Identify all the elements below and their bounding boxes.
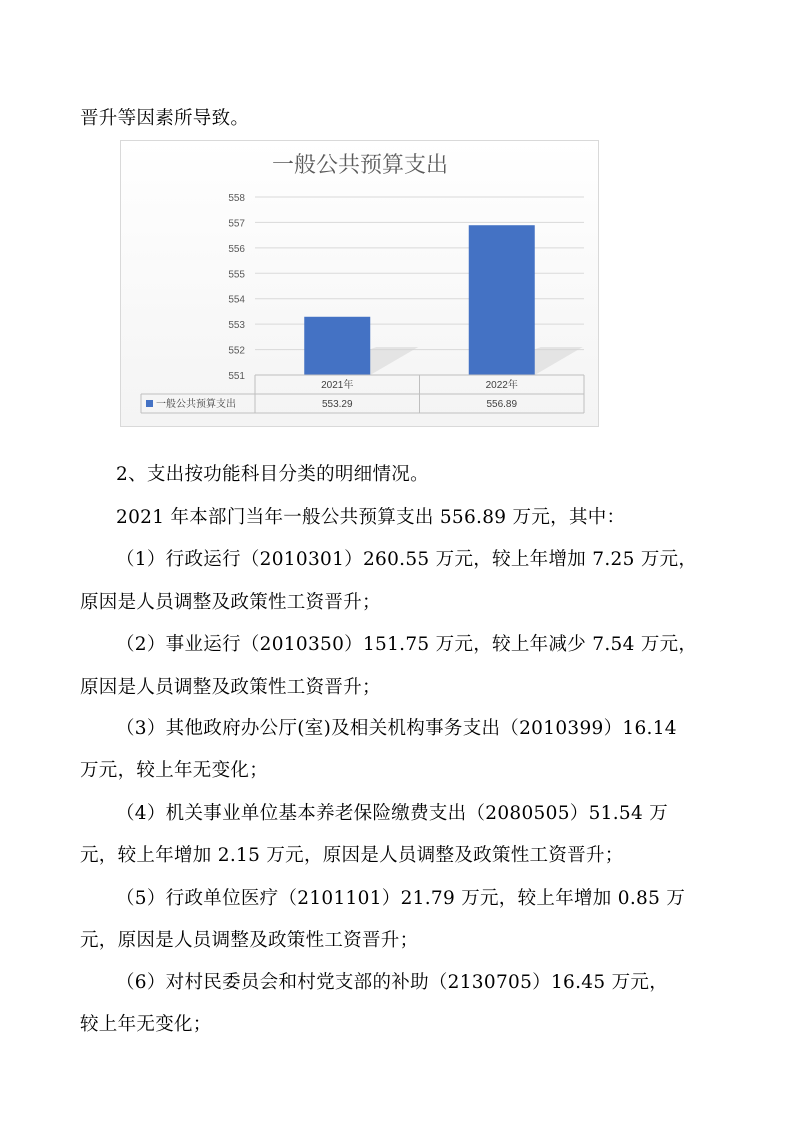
y-tick-label: 554 — [228, 294, 245, 306]
text-line: （5）行政单位医疗（2101101）21.79 万元，较上年增加 0.85 万 — [116, 888, 686, 909]
text-line: （3）其他政府办公厅(室)及相关机构事务支出（2010399）16.14 — [116, 718, 677, 739]
text-line: 原因是人员调整及政策性工资晋升； — [80, 677, 381, 698]
text-line: 万元，较上年无变化； — [80, 760, 269, 781]
text-line: 晋升等因素所导致。 — [80, 108, 250, 129]
text-line: 原因是人员调整及政策性工资晋升； — [80, 592, 381, 613]
legend-key — [146, 400, 153, 407]
chart-canvas — [121, 141, 600, 428]
y-tick-label: 558 — [228, 193, 245, 204]
text-line: 元，原因是人员调整及政策性工资晋升； — [80, 930, 419, 951]
text-line: 较上年无变化； — [80, 1014, 212, 1035]
text-line: （1）行政运行（2010301）260.55 万元，较上年增加 7.25 万元， — [116, 549, 698, 570]
x-category-label: 2021年 — [321, 380, 354, 391]
y-tick-label: 551 — [228, 371, 245, 382]
chart-title: 一般公共预算支出 — [271, 152, 449, 177]
data-label: 553.29 — [321, 399, 353, 410]
y-tick-label: 552 — [228, 345, 245, 357]
data-label: 556.89 — [486, 399, 518, 410]
bar — [304, 317, 370, 375]
legend-label: 一般公共预算支出 — [156, 399, 236, 410]
text-line: 2021 年本部门当年一般公共预算支出 556.89 万元，其中： — [116, 507, 626, 528]
text-line: （4）机关事业单位基本养老保险缴费支出（2080505）51.54 万 — [116, 803, 669, 824]
y-tick-label: 555 — [228, 269, 245, 281]
budget-chart — [120, 140, 599, 427]
x-category-label: 2022年 — [485, 380, 518, 391]
y-tick-label: 556 — [228, 243, 245, 255]
text-line: （2）事业运行（2010350）151.75 万元，较上年减少 7.54 万元， — [116, 634, 698, 655]
text-line: 元，较上年增加 2.15 万元，原因是人员调整及政策性工资晋升； — [80, 845, 624, 866]
text-line: （6）对村民委员会和村党支部的补助（2130705）16.45 万元， — [116, 972, 669, 993]
section-heading: 2、支出按功能科目分类的明细情况。 — [116, 464, 429, 485]
y-tick-label: 557 — [228, 218, 245, 230]
bar — [469, 225, 535, 375]
y-tick-label: 553 — [228, 320, 245, 332]
